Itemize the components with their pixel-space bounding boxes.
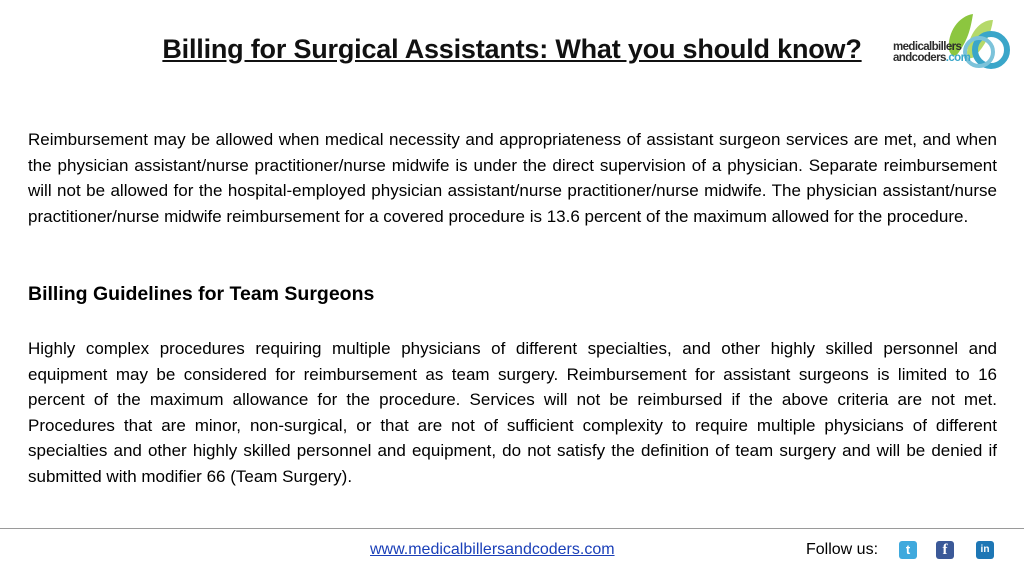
logo-text-line1: medicalbillers xyxy=(893,41,962,53)
twitter-icon[interactable]: t xyxy=(899,541,917,559)
logo-text-suffix: .com xyxy=(945,52,971,64)
logo-text-line2: andcoders xyxy=(893,52,946,64)
footer-divider xyxy=(0,528,1024,529)
linkedin-icon[interactable]: in xyxy=(976,541,994,559)
page-title: Billing for Surgical Assistants: What you should know? xyxy=(162,34,862,64)
team-surgeons-paragraph: Highly complex procedures requiring multiple physicians of different specialties, and other highly skilled personnel and equipment may be considered for reimbursement as team surgery. Reimbursement for assistant surgeons is limited to 16 percent of the maximum allowance for the procedure. Services will not be reimbursed if the above criteria are not met. Procedures that are minor, non-surgical, or that are not of sufficient complexity to require multiple physicians of different specialties and other highly skilled personnel and equipment, do not satisfy the definition of team surgery and will be denied if submitted with modifier 66 (Team Surgery). xyxy=(28,339,997,486)
follow-us-label: Follow us: xyxy=(806,541,879,558)
company-logo[interactable] xyxy=(893,12,1013,74)
intro-paragraph: Reimbursement may be allowed when medical necessity and appropriateness of assistant surgeon services are met, and when the physician assistant/nurse practitioner/nurse midwife is under the direct supervision of a physician. Separate reimbursement will not be allowed for the hospital-employed physician assistant/nurse practitioner/nurse midwife. The physician assistant/nurse practitioner/nurse midwife reimbursement for a covered procedure is 13.6 percent of the maximum allowed for the procedure. xyxy=(28,130,997,226)
section-heading: Billing Guidelines for Team Surgeons xyxy=(28,283,375,305)
website-link[interactable]: www.medicalbillersandcoders.com xyxy=(370,541,615,558)
facebook-icon[interactable]: f xyxy=(936,541,954,559)
